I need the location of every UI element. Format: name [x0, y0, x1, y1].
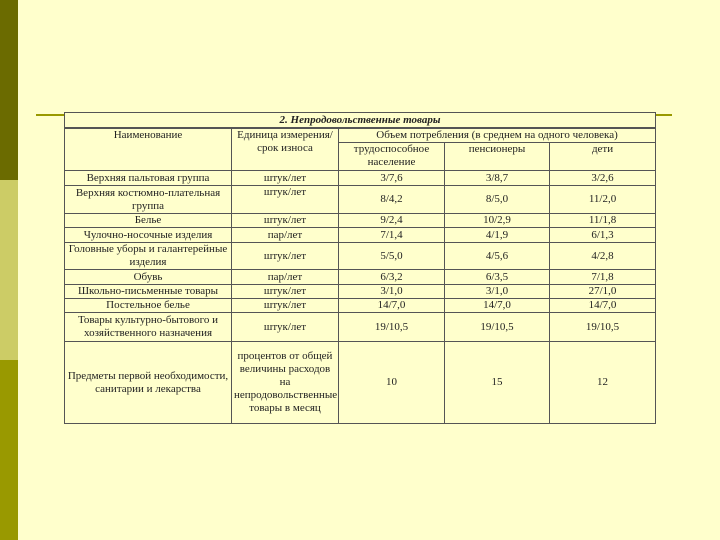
- value-children: 11/2,0: [550, 186, 656, 214]
- value-children: 4/2,8: [550, 243, 656, 270]
- row-name: Обувь: [65, 270, 232, 285]
- value-pensioners: 14/7,0: [445, 299, 550, 313]
- value-children: 12: [550, 342, 656, 424]
- table-title: 2. Непродовольственные товары: [65, 113, 656, 129]
- value-children: 14/7,0: [550, 299, 656, 313]
- row-name: Постельное белье: [65, 299, 232, 313]
- value-working: 3/7,6: [339, 171, 445, 186]
- row-name: Чулочно-носочные изделия: [65, 228, 232, 243]
- row-unit: пар/лет: [232, 270, 339, 285]
- header-working: трудоспособное население: [339, 143, 445, 171]
- row-name: Товары культурно-бытового и хозяйственного назначения: [65, 313, 232, 342]
- value-pensioners: 8/5,0: [445, 186, 550, 214]
- value-working: 9/2,4: [339, 214, 445, 228]
- value-children: 3/2,6: [550, 171, 656, 186]
- value-children: 6/1,3: [550, 228, 656, 243]
- value-working: 10: [339, 342, 445, 424]
- value-children: 11/1,8: [550, 214, 656, 228]
- row-unit: штук/лет: [232, 186, 339, 214]
- table-row: [65, 171, 656, 186]
- table-row: [65, 299, 656, 313]
- header-unit: Единица измерения/срок износа: [232, 128, 339, 171]
- row-name: Верхняя костюмно-плательная группа: [65, 186, 232, 214]
- value-pensioners: 3/1,0: [445, 285, 550, 299]
- row-unit: штук/лет: [232, 299, 339, 313]
- row-unit: пар/лет: [232, 228, 339, 243]
- table-row: [65, 228, 656, 243]
- table-row: [65, 342, 656, 424]
- value-children: 7/1,8: [550, 270, 656, 285]
- table-row: [65, 285, 656, 299]
- row-name: Предметы первой необходимости, санитарии и лекарства: [65, 342, 232, 424]
- header-consumption: Объем потребления (в среднем на одного человека): [339, 128, 656, 143]
- row-unit: штук/лет: [232, 243, 339, 270]
- value-working: 7/1,4: [339, 228, 445, 243]
- value-pensioners: 19/10,5: [445, 313, 550, 342]
- table-row: [65, 270, 656, 285]
- accent-bar-middle: [0, 180, 18, 360]
- value-pensioners: 3/8,7: [445, 171, 550, 186]
- row-unit: процентов от общей величины расходов на непродовольственные товары в месяц: [232, 342, 339, 424]
- value-pensioners: 4/5,6: [445, 243, 550, 270]
- row-name: Верхняя пальтовая группа: [65, 171, 232, 186]
- accent-bar-bottom: [0, 360, 18, 540]
- table-row: [65, 186, 656, 214]
- table-row: [65, 313, 656, 342]
- accent-bar-top: [0, 0, 18, 180]
- value-working: 5/5,0: [339, 243, 445, 270]
- value-working: 8/4,2: [339, 186, 445, 214]
- row-unit: штук/лет: [232, 285, 339, 299]
- row-unit: штук/лет: [232, 171, 339, 186]
- value-pensioners: 10/2,9: [445, 214, 550, 228]
- value-working: 3/1,0: [339, 285, 445, 299]
- value-pensioners: 6/3,5: [445, 270, 550, 285]
- row-name: Школьно-письменные товары: [65, 285, 232, 299]
- row-name: Головные уборы и галантерейные изделия: [65, 243, 232, 270]
- value-working: 19/10,5: [339, 313, 445, 342]
- value-working: 14/7,0: [339, 299, 445, 313]
- table-row: [65, 214, 656, 228]
- row-unit: штук/лет: [232, 214, 339, 228]
- value-children: 19/10,5: [550, 313, 656, 342]
- value-children: 27/1,0: [550, 285, 656, 299]
- row-unit: штук/лет: [232, 313, 339, 342]
- table-row: [65, 243, 656, 270]
- value-pensioners: 15: [445, 342, 550, 424]
- header-name: Наименование: [65, 128, 232, 171]
- header-children: дети: [550, 143, 656, 171]
- header-pensioners: пенсионеры: [445, 143, 550, 171]
- value-pensioners: 4/1,9: [445, 228, 550, 243]
- row-name: Белье: [65, 214, 232, 228]
- consumption-table: [64, 112, 656, 424]
- value-working: 6/3,2: [339, 270, 445, 285]
